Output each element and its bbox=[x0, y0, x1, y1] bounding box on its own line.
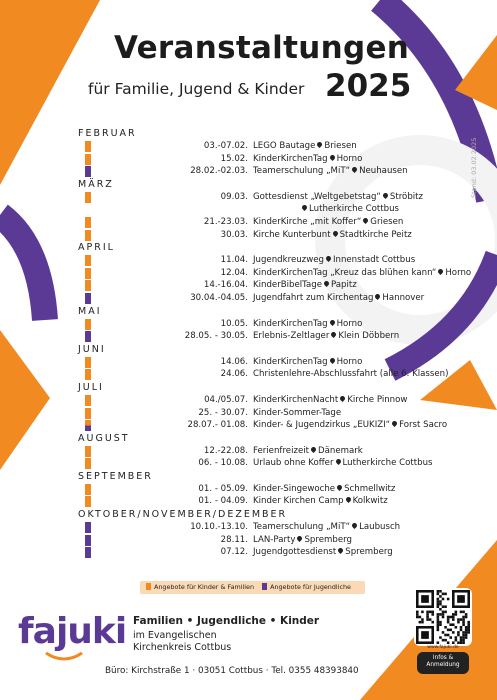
event-details bbox=[253, 356, 362, 369]
location-pin-icon bbox=[362, 217, 369, 224]
logo-smile-icon bbox=[44, 651, 84, 663]
category-marker bbox=[85, 535, 91, 546]
event-details bbox=[253, 140, 357, 153]
event-row bbox=[78, 546, 468, 559]
event-row bbox=[78, 318, 468, 331]
month-heading: APRIL bbox=[78, 242, 115, 254]
event-date: 30.03. bbox=[220, 229, 248, 240]
event-location: Briesen bbox=[324, 141, 357, 151]
location-pin-icon bbox=[323, 280, 330, 287]
event-location: Klein Döbbern bbox=[338, 331, 400, 342]
event-title: Ferienfreizeit bbox=[253, 445, 310, 456]
infos-line2: Anmeldung bbox=[426, 662, 460, 668]
event-title: LEGO Bautage bbox=[253, 141, 316, 151]
category-marker bbox=[85, 166, 91, 177]
event-location: Kirche Pinnow bbox=[347, 394, 408, 405]
event-details bbox=[253, 318, 362, 331]
location-pin-icon bbox=[332, 230, 339, 237]
location-pin-icon bbox=[382, 192, 389, 199]
category-marker bbox=[85, 154, 91, 165]
event-date: 25. - 30.07. bbox=[198, 407, 248, 418]
event-date: 09.03. bbox=[220, 191, 248, 202]
location-pin-icon bbox=[329, 318, 336, 325]
event-row bbox=[78, 292, 468, 305]
location-pin-icon bbox=[329, 357, 336, 364]
event-date: 14.06. bbox=[220, 356, 248, 367]
event-title: Teamerschulung „MiT“ bbox=[253, 522, 351, 533]
event-date: 28.11. bbox=[220, 534, 248, 545]
category-marker bbox=[85, 217, 91, 228]
event-date: 04./05.07. bbox=[204, 394, 248, 405]
event-title: KinderKirchenNacht bbox=[253, 394, 339, 405]
category-marker bbox=[85, 369, 91, 380]
event-date: 28.02.-02.03. bbox=[190, 166, 248, 177]
event-row bbox=[78, 457, 468, 470]
event-row bbox=[78, 521, 468, 534]
event-date: 06. - 10.08. bbox=[198, 458, 248, 469]
event-row bbox=[78, 191, 468, 204]
event-details bbox=[253, 153, 362, 166]
category-marker bbox=[85, 420, 91, 431]
footer-address: Büro: Kirchstraße 1 · 03051 Cottbus · Tel. 0355 48393840 bbox=[105, 666, 359, 676]
event-location: Lutherkirche Cottbus bbox=[342, 458, 433, 469]
event-row bbox=[78, 419, 468, 432]
event-title: Erlebnis-Zeltlager bbox=[253, 331, 330, 342]
event-details bbox=[253, 254, 415, 267]
event-title: Jugendkreuzweg bbox=[253, 255, 324, 266]
event-row bbox=[78, 445, 468, 458]
category-marker bbox=[85, 446, 91, 457]
category-marker bbox=[85, 230, 91, 241]
month-heading: FEBRUAR bbox=[78, 128, 137, 139]
event-date: 28.07.- 01.08. bbox=[187, 420, 248, 431]
category-marker bbox=[85, 408, 91, 419]
event-title: Urlaub ohne Koffer bbox=[253, 458, 334, 469]
month-heading: SEPTEMBER bbox=[78, 470, 153, 482]
event-date: 14.-16.04. bbox=[203, 280, 248, 291]
location-pin-icon bbox=[374, 293, 381, 300]
event-details bbox=[253, 394, 407, 407]
event-date: 10.05. bbox=[220, 318, 248, 329]
month-heading: MÄRZ bbox=[78, 178, 114, 190]
event-row bbox=[78, 279, 468, 292]
event-date: 28.05. - 30.05. bbox=[184, 331, 248, 342]
month-heading: MAI bbox=[78, 305, 102, 317]
location-pin-icon bbox=[325, 255, 332, 262]
event-details bbox=[253, 495, 388, 508]
event-date: 01. - 04.09. bbox=[198, 496, 248, 507]
event-location: Neuhausen bbox=[359, 166, 408, 177]
legend-swatch-kids bbox=[146, 583, 151, 590]
category-marker bbox=[85, 255, 91, 266]
category-marker bbox=[85, 293, 91, 304]
org-name bbox=[133, 630, 231, 654]
qr-code-icon[interactable] bbox=[416, 590, 470, 644]
month-heading: JUNI bbox=[78, 343, 106, 355]
year-label: 2025 bbox=[325, 68, 412, 104]
event-location: Innenstadt Cottbus bbox=[332, 255, 416, 266]
event-location: Spremberg bbox=[304, 534, 352, 545]
event-details bbox=[253, 534, 352, 547]
event-row bbox=[78, 254, 468, 267]
location-pin-icon bbox=[316, 141, 323, 148]
event-details bbox=[253, 546, 393, 559]
event-location: Schmellwitz bbox=[344, 483, 396, 494]
event-row bbox=[78, 153, 468, 166]
event-date: 21.-23.03. bbox=[203, 216, 248, 227]
event-row-continued bbox=[78, 203, 468, 216]
event-location: Horno bbox=[336, 356, 363, 367]
purple-arc-left bbox=[0, 215, 45, 320]
stand-date: Stand: 03.02.2025 bbox=[470, 137, 478, 198]
category-marker bbox=[85, 192, 91, 203]
event-row bbox=[78, 267, 472, 280]
event-location: Dänemark bbox=[318, 445, 363, 456]
page-subtitle: für Familie, Jugend & Kinder bbox=[88, 80, 305, 98]
event-title: Kinder- & Jugendzirkus „EUKIZI“ bbox=[253, 420, 391, 431]
location-pin-icon bbox=[345, 496, 352, 503]
event-row bbox=[78, 140, 468, 153]
event-details bbox=[253, 229, 412, 242]
page-title: Veranstaltungen bbox=[114, 30, 410, 66]
event-location: Stadtkirche Peitz bbox=[339, 229, 412, 240]
location-pin-icon bbox=[330, 331, 337, 338]
event-date: 10.10.-13.10. bbox=[190, 522, 248, 533]
org-line2: im Evangelischen bbox=[133, 630, 217, 641]
location-pin-icon bbox=[351, 166, 358, 173]
month-heading: AUGUST bbox=[78, 432, 130, 444]
event-date: 11.04. bbox=[220, 255, 248, 266]
event-details bbox=[253, 419, 447, 432]
event-date: 03.-07.02. bbox=[203, 141, 248, 151]
event-details bbox=[253, 165, 408, 178]
event-title: Jugendgottesdienst bbox=[253, 547, 337, 558]
event-title: KinderBibelTage bbox=[253, 280, 322, 291]
event-row bbox=[78, 394, 468, 407]
event-title: Kinder-Singewoche bbox=[253, 483, 336, 494]
event-details bbox=[253, 445, 363, 458]
location-pin-icon bbox=[336, 484, 343, 491]
event-details bbox=[253, 521, 400, 534]
category-marker bbox=[85, 280, 91, 291]
event-location: Griesen bbox=[370, 216, 404, 227]
event-details bbox=[253, 216, 403, 229]
event-location: Papitz bbox=[331, 280, 357, 291]
event-location: Ströbitz bbox=[389, 191, 424, 202]
fajuki-logo: fajuki bbox=[18, 611, 127, 652]
event-title: LAN-Party bbox=[253, 534, 296, 545]
category-marker bbox=[85, 522, 91, 533]
event-row bbox=[78, 216, 468, 229]
location-pin-icon bbox=[437, 268, 444, 275]
event-title: KinderKirchenTag bbox=[253, 153, 328, 164]
event-title: Kinder-Sommer-Tage bbox=[253, 407, 342, 418]
legend-youth-label: Angebote für Jugendliche bbox=[270, 583, 351, 591]
event-row bbox=[78, 165, 468, 178]
event-date: 12.04. bbox=[220, 267, 248, 278]
event-location: Kolkwitz bbox=[352, 496, 388, 507]
event-details bbox=[253, 330, 399, 343]
location-pin-icon bbox=[296, 535, 303, 542]
event-location: Horno bbox=[445, 267, 472, 278]
location-pin-icon bbox=[339, 395, 346, 402]
event-row bbox=[78, 495, 468, 508]
category-marker bbox=[85, 357, 91, 368]
org-line3: Kirchenkreis Cottbus bbox=[133, 642, 232, 653]
event-location: Forst Sacro bbox=[399, 420, 448, 431]
qr-url: www.fajuki.de bbox=[427, 645, 459, 650]
event-details bbox=[253, 407, 341, 420]
legend-kids-label: Angebote für Kinder & Familien bbox=[154, 583, 255, 591]
event-date: 30.04.-04.05. bbox=[190, 292, 248, 303]
event-location: Lutherkirche Cottbus bbox=[309, 204, 399, 215]
location-pin-icon bbox=[329, 154, 336, 161]
event-row bbox=[78, 229, 468, 242]
location-pin-icon bbox=[391, 420, 398, 427]
month-heading: OKTOBER/NOVEMBER/DEZEMBER bbox=[78, 509, 288, 521]
event-details bbox=[253, 292, 424, 305]
location-pin-icon bbox=[337, 547, 344, 554]
event-location: Laubusch bbox=[359, 522, 401, 533]
event-date: 01. - 05.09. bbox=[198, 483, 248, 494]
event-title: Teamerschulung „MiT“ bbox=[253, 166, 351, 177]
event-location: Horno bbox=[336, 318, 363, 329]
event-title: Kirche Kunterbunt bbox=[253, 229, 331, 240]
event-details bbox=[253, 191, 423, 204]
category-marker bbox=[85, 319, 91, 330]
event-row bbox=[78, 483, 468, 496]
event-row bbox=[78, 407, 468, 420]
location-pin-icon bbox=[301, 204, 308, 211]
event-details bbox=[253, 483, 395, 496]
category-marker bbox=[85, 395, 91, 406]
event-details bbox=[253, 368, 448, 381]
orange-triangle-left bbox=[0, 330, 50, 470]
event-row bbox=[78, 368, 468, 381]
event-title: Gottesdienst „Weltgebetstag“ bbox=[253, 191, 381, 202]
infos-line1: Infos & bbox=[432, 655, 454, 661]
category-marker bbox=[85, 458, 91, 469]
legend bbox=[140, 581, 365, 594]
event-row bbox=[78, 356, 468, 369]
event-details bbox=[253, 279, 357, 292]
event-title: KinderKirche „mit Koffer“ bbox=[253, 216, 362, 227]
event-list bbox=[78, 127, 472, 559]
event-location: Horno bbox=[336, 153, 363, 164]
event-details bbox=[253, 267, 471, 280]
event-details bbox=[253, 457, 433, 470]
event-details bbox=[300, 203, 399, 216]
category-marker bbox=[85, 547, 91, 558]
location-pin-icon bbox=[310, 446, 317, 453]
month-heading: JULI bbox=[78, 381, 104, 393]
event-title: KinderKirchenTag bbox=[253, 318, 328, 329]
event-row bbox=[78, 330, 468, 343]
category-marker bbox=[85, 141, 91, 152]
event-location: Spremberg bbox=[345, 547, 393, 558]
category-marker bbox=[85, 268, 91, 279]
event-location: Hannover bbox=[382, 292, 425, 303]
event-date: 07.12. bbox=[220, 547, 248, 558]
category-marker bbox=[85, 331, 91, 342]
event-title: KinderKirchenTag bbox=[253, 356, 328, 367]
category-marker bbox=[85, 484, 91, 495]
event-title: Christenlehre-Abschlussfahrt (alle 6. Klassen) bbox=[253, 369, 449, 380]
location-pin-icon bbox=[351, 522, 358, 529]
location-pin-icon bbox=[334, 458, 341, 465]
legend-swatch-youth bbox=[262, 583, 267, 590]
event-date: 12.-22.08. bbox=[203, 445, 248, 456]
event-row bbox=[78, 534, 468, 547]
infos-anmeldung-button[interactable] bbox=[417, 652, 469, 674]
event-title: Kinder Kirchen Camp bbox=[253, 496, 344, 507]
event-title: Jugendfahrt zum Kirchentag bbox=[253, 292, 374, 303]
event-date: 24.06. bbox=[220, 369, 248, 380]
org-tagline: Familien • Jugendliche • Kinder bbox=[133, 615, 320, 627]
category-marker bbox=[85, 496, 91, 507]
event-title: KinderKirchenTag „Kreuz das blühen kann“ bbox=[253, 267, 437, 278]
event-date: 15.02. bbox=[220, 153, 248, 164]
